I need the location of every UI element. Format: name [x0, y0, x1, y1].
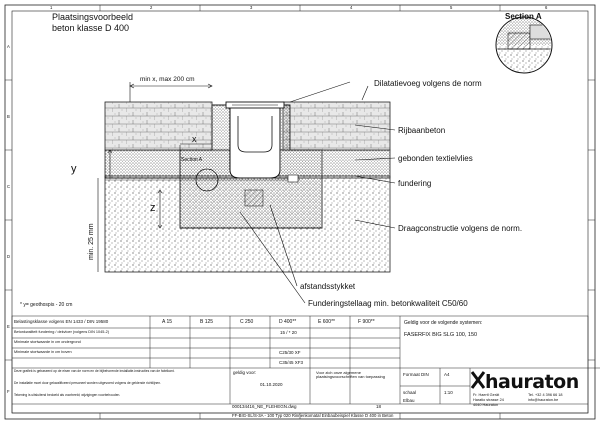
callout-rijbaan: Rijbaanbeton: [398, 126, 446, 135]
grid-top-6: 6: [545, 5, 548, 10]
callout-textiel: gebonden textielvlies: [398, 154, 473, 163]
tb-index: 18: [376, 404, 382, 409]
grid-top-1: 1: [50, 5, 53, 10]
grid-top-2: 2: [150, 5, 153, 10]
tb-email: info@hauraton.be: [528, 398, 559, 402]
grid-side-d: D: [7, 254, 11, 259]
callout-dilatatie: Dilatatievoeg volgens de norm: [374, 79, 482, 88]
tb-scale-val: 1:10: [444, 390, 453, 395]
tb-desc: Voor zich onze algemene plaatsingsvoorschriften van toepassing: [316, 370, 385, 379]
company-logo: hauraton: [485, 371, 579, 393]
dim-y: y: [71, 163, 77, 175]
drainage-channel: [230, 105, 280, 178]
tb-elbau: Elbau: [403, 398, 415, 403]
tb-applies-label: Geldig voor de volgende systemen:: [404, 320, 483, 326]
tb-class-b125: B 125: [200, 319, 214, 325]
tb-class-a15: A 15: [162, 319, 173, 325]
grid-side-c: C: [7, 184, 11, 189]
dim-x: x: [192, 134, 197, 144]
grid-side-f: F: [7, 389, 10, 394]
tb-notice3: Tekening is uitsluitend bedoeld als voorbeeld; wijzigingen voorbehouden.: [14, 393, 121, 397]
tb-date: 01.10.2020: [260, 382, 283, 387]
tb-addr3: 4040 Hauraton: [473, 403, 499, 407]
tb-row2-val: 15 / * 20: [280, 330, 297, 335]
tb-class-f900: F 900**: [358, 319, 375, 325]
callout-draag: Draagconstructie volgens de norm.: [398, 224, 523, 233]
tb-geldig-label: geldig voor:: [233, 370, 257, 375]
tb-addr1: Fr. Haertl Gerät: [473, 393, 500, 397]
footnote: * y= geothospis - 20 cm: [20, 302, 73, 308]
grid-top-5: 5: [450, 5, 453, 10]
callout-afstand: afstandsstykket: [300, 282, 356, 291]
section-a-ref: Section A: [181, 157, 203, 163]
tb-format-label: Formaat DIN: [403, 372, 429, 377]
tb-tel: Tel. +32 4 396 66 18: [528, 393, 563, 397]
tb-row1-label: Belastingsklasse volgens EN 1433 / DIN 19580: [14, 319, 109, 324]
tb-row4-label: Minimale stortwaarde in cm boven: [14, 350, 72, 354]
tb-applies-val: FASERFIX BIG SLG 100, 150: [404, 332, 478, 338]
tb-format-val: A4: [444, 372, 450, 377]
tb-addr2: Haratio strasse 24: [473, 398, 504, 402]
drawing-title: Plaatsingsvoorbeeld: [52, 12, 134, 22]
tb-row3-label: Minimale stortwaarde in cm ondergrond: [14, 340, 81, 344]
tb-row5-val: C35/45 XF3: [279, 360, 304, 365]
grid-side-e: E: [7, 324, 10, 329]
hauraton-logo-icon: [470, 370, 486, 390]
callout-funderingstel: Funderingstellaag min. betonkwaliteit C50/60: [308, 299, 468, 308]
tb-notice2: De installatie moet door gekwalificeerd personeel worden uitgevoerd volgens de geldende richtlijnen.: [14, 381, 161, 385]
dim-z: z: [150, 202, 156, 214]
paving-right: [283, 102, 390, 150]
tb-row4-val: C25/30 XF: [279, 350, 301, 355]
grid-side-b: B: [7, 114, 10, 119]
tb-scale-label: schaal: [403, 390, 417, 395]
section-a-title: Section A: [505, 12, 542, 21]
tb-class-d400: D 400**: [279, 319, 297, 325]
tb-row2-label: Betonkwaliteit fundering / dekvloer (volgens DIN 1045-2): [14, 330, 109, 334]
dim-top: min x, max 200 cm: [140, 76, 195, 83]
callout-fundering: fundering: [398, 179, 432, 188]
tb-class-c250: C 250: [240, 319, 254, 325]
dim-min25: min. 25 mm: [88, 223, 95, 260]
tb-doc-no: 000134416_NE_FLEHEGN.dwg: [232, 404, 297, 409]
grid-top-3: 3: [250, 5, 253, 10]
grid-side-a: A: [7, 44, 10, 49]
tb-notice1: Deze grafiek is gebaseerd op de eisen van de norm en de bijbehorende installatie-instructies van de fabrikant.: [14, 369, 175, 373]
drawing-subtitle: beton klasse D 400: [52, 23, 130, 33]
tb-footer: FF-BIG-SL/S-3A - 100 Typ 020 Rinnenkomatal Einbaubeispiel Klasse D 400 in Beton: [232, 413, 394, 418]
tb-class-e600: E 600**: [318, 319, 335, 325]
grid-top-4: 4: [350, 5, 353, 10]
